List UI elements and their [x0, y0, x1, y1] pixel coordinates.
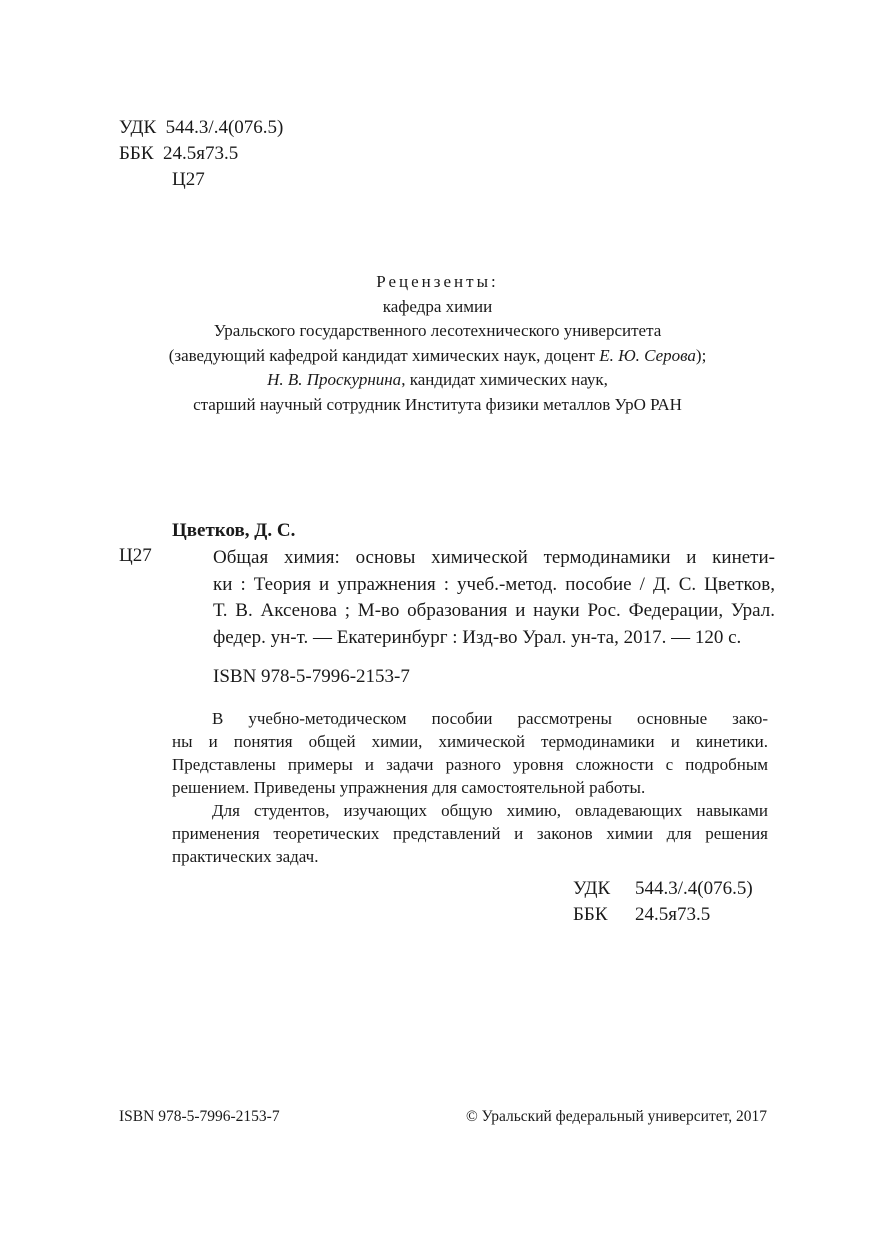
bibliographic-line: Т. В. Аксенова ; М-во образования и науки Рос. Федерации, Урал.: [213, 600, 775, 621]
bbk-top: [119, 141, 238, 167]
bibliographic-isbn: ISBN 978-5-7996-2153-7: [213, 666, 410, 687]
reviewer-org-line3: [120, 344, 755, 369]
bbk-value: 24.5я73.5: [635, 904, 711, 925]
abstract-line: В учебно-методическом пособии рассмотрены основные зако-: [212, 709, 768, 728]
abstract-line: Представлены примеры и задачи разного уровня сложности с подробным: [172, 755, 768, 774]
bibliographic-author: Цветков, Д. С.: [172, 520, 296, 541]
reviewer-org-line2: Уральского государственного лесотехнического университета: [213, 321, 662, 340]
footer-copyright: © Уральский федеральный университет, 2017: [465, 1108, 767, 1125]
abstract-line: Для студентов, изучающих общую химию, овладевающих навыками: [212, 801, 768, 820]
udk-label: УДК: [573, 878, 611, 899]
reviewers-heading: Рецензенты:: [376, 272, 499, 291]
bibliographic-line: ки : Теория и упражнения : учеб.-метод. пособие / Д. С. Цветков,: [213, 573, 775, 595]
bbk-value: 24.5я73.5: [163, 143, 239, 164]
reviewers-block: [120, 270, 755, 417]
reviewer-org-line3-pre: (заведующий кафедрой кандидат химических наук, доцент: [168, 345, 600, 365]
bibliographic-line: федер. ун-т. — Екатеринбург : Изд-во Урал. ун-та, 2017. — 120 с.: [213, 626, 742, 648]
reviewer-person-name: Н. В. Проскурнина: [267, 370, 402, 389]
reviewer-person-title: , кандидат химических наук,: [401, 370, 608, 389]
udk-bottom: [573, 876, 753, 902]
abstract-line: ны и понятия общей химии, химической термодинамики и кинетики.: [172, 732, 768, 751]
bbk-bottom: [573, 902, 710, 928]
bibliographic-line: Общая химия: основы химической термодинамики и кинети-: [213, 547, 775, 568]
abstract-line: применения теоретических представлений и законов химии для решения: [172, 824, 768, 843]
reviewer-person-line2: старший научный сотрудник Института физики металлов УрО РАН: [193, 394, 682, 414]
abstract-line: решением. Приведены упражнения для самостоятельной работы.: [172, 778, 646, 797]
bibliographic-description: [213, 545, 775, 651]
reviewer-person-line1: [120, 368, 755, 393]
udk-value: 544.3/.4(076.5): [635, 878, 753, 899]
abstract: [172, 707, 768, 868]
bibliographic-mark: Ц27: [119, 545, 152, 566]
reviewer-head-name: Е. Ю. Серова: [599, 345, 696, 365]
bbk-label: ББК: [573, 904, 608, 925]
udk-value: 544.3/.4(076.5): [165, 117, 284, 138]
bbk-label: ББК: [119, 143, 154, 164]
udk-top: [119, 115, 283, 141]
udk-label: УДК: [119, 117, 157, 138]
author-mark-top: Ц27: [172, 169, 205, 190]
reviewer-org-line3-post: );: [695, 345, 707, 365]
abstract-line: практических задач.: [172, 847, 319, 866]
footer-isbn: ISBN 978-5-7996-2153-7: [119, 1108, 280, 1125]
reviewer-org-line1: кафедра химии: [382, 296, 493, 316]
